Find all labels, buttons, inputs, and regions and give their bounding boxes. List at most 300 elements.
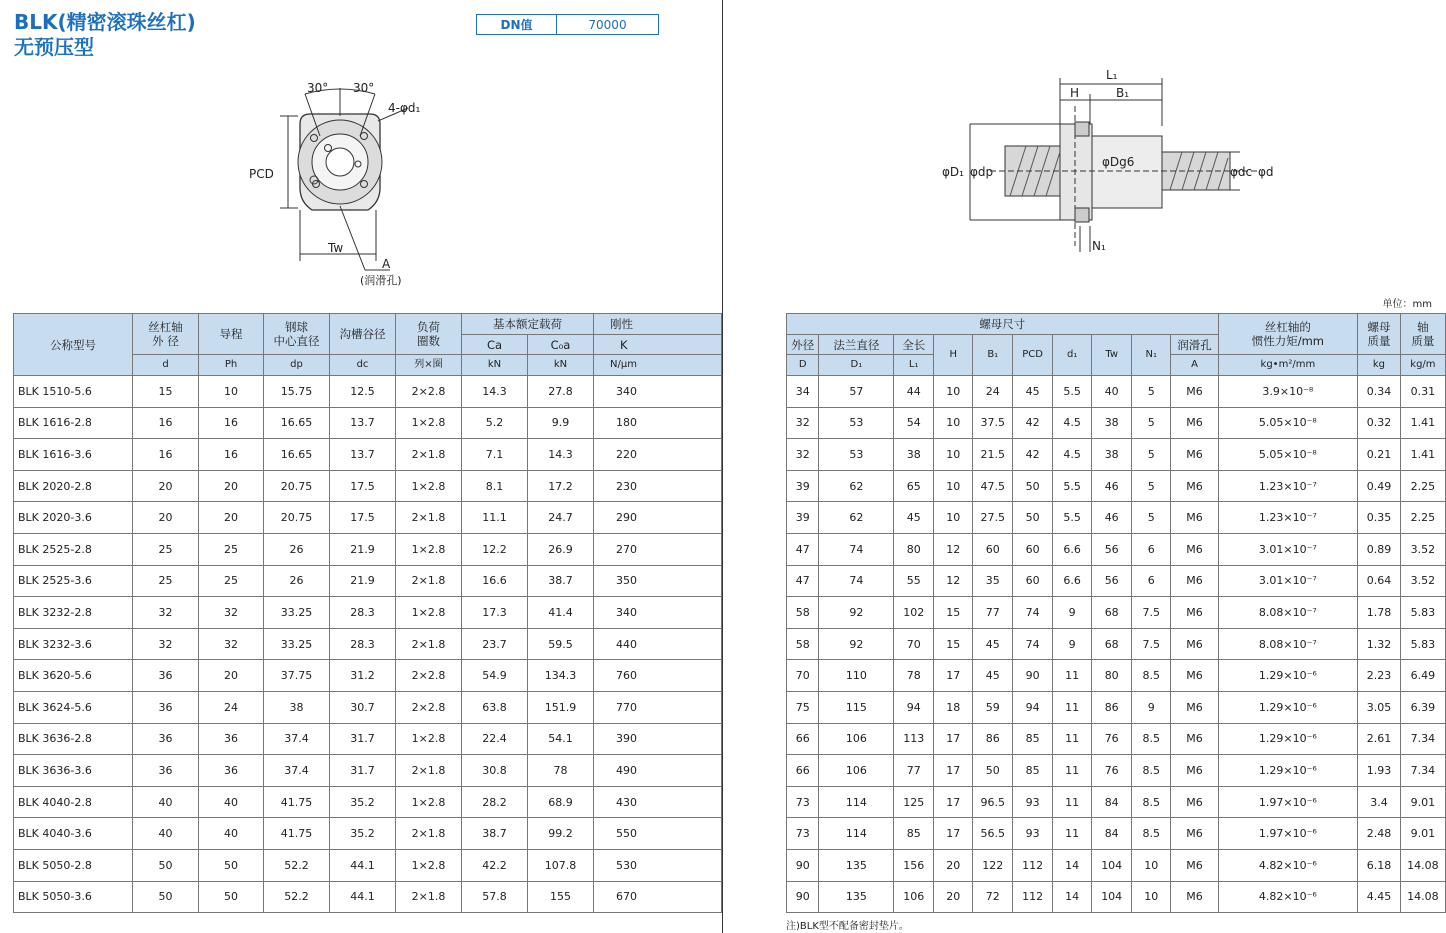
table-cell: 16: [133, 407, 199, 439]
tw-label: Tw: [328, 241, 344, 255]
table-cell: 20: [133, 470, 199, 502]
table-cell: 2.48: [1358, 818, 1401, 850]
table-cell: 44.1: [330, 849, 396, 881]
table-cell: 33.25: [264, 628, 330, 660]
table-cell: M6: [1171, 533, 1218, 565]
table-cell: 21.9: [330, 533, 396, 565]
table-cell: 32: [787, 439, 819, 471]
table-cell: 39: [787, 470, 819, 502]
table-cell: 50: [1013, 502, 1053, 534]
dc-label: φdc: [1230, 165, 1253, 179]
pcd-label: PCD: [249, 167, 274, 181]
table-row: [14, 533, 722, 565]
table-cell: 47.5: [973, 470, 1013, 502]
table-cell: 37.4: [264, 755, 330, 787]
model-cell: BLK 5050-2.8: [14, 849, 133, 881]
table-cell: 5.5: [1052, 470, 1091, 502]
table-cell: 12: [934, 565, 973, 597]
table-cell: 40: [1092, 376, 1132, 408]
table-cell: 20: [133, 502, 199, 534]
table-cell: 760: [594, 660, 722, 692]
table-cell: 14.3: [528, 439, 594, 471]
table-cell: 52.2: [264, 881, 330, 913]
table-cell: 28.3: [330, 597, 396, 629]
model-cell: BLK 3636-3.6: [14, 755, 133, 787]
table-cell: 1.78: [1358, 597, 1401, 629]
table-cell: 5: [1132, 470, 1171, 502]
table-cell: 8.5: [1132, 660, 1171, 692]
table-cell: 16: [199, 407, 264, 439]
table-cell: 350: [594, 565, 722, 597]
table-cell: 75: [787, 691, 819, 723]
table-cell: 107.8: [528, 849, 594, 881]
table-cell: 1×2.8: [396, 533, 462, 565]
hdr-lead-sym: Ph: [199, 355, 264, 376]
table-cell: 9.01: [1400, 818, 1445, 850]
table-cell: 14: [1052, 881, 1091, 913]
table-row: [787, 881, 1446, 913]
hdr-rigidity: 刚性: [594, 314, 722, 335]
a-note-label: (润滑孔): [360, 274, 402, 287]
unit-label: 单位：mm: [1382, 299, 1432, 310]
table-cell: 53: [819, 439, 894, 471]
table-cell: 12.5: [330, 376, 396, 408]
table-cell: 60: [1013, 533, 1053, 565]
table-cell: 25: [133, 533, 199, 565]
table-cell: 80: [894, 533, 934, 565]
table-cell: 50: [973, 755, 1013, 787]
table-cell: 42.2: [462, 849, 528, 881]
table-cell: M6: [1171, 597, 1218, 629]
table-cell: 440: [594, 628, 722, 660]
table-cell: 2.23: [1358, 660, 1401, 692]
table-cell: 85: [1013, 755, 1053, 787]
table-row: [787, 628, 1446, 660]
table-cell: 12: [934, 533, 973, 565]
table-cell: 550: [594, 818, 722, 850]
table-cell: 6: [1132, 533, 1171, 565]
title-line1: BLK(精密滚珠丝杠): [14, 10, 196, 34]
table-cell: 40: [199, 786, 264, 818]
hdr-flange: 法兰直径: [819, 335, 894, 355]
table-cell: 18: [934, 691, 973, 723]
table-row: [14, 691, 722, 723]
table-cell: 85: [894, 818, 934, 850]
model-cell: BLK 5050-3.6: [14, 881, 133, 913]
table-cell: 3.01×10⁻⁷: [1218, 565, 1357, 597]
table-cell: 1.97×10⁻⁶: [1218, 786, 1357, 818]
table-cell: 44.1: [330, 881, 396, 913]
table-cell: 3.01×10⁻⁷: [1218, 533, 1357, 565]
b1-label: B₁: [1116, 86, 1130, 100]
table-cell: 20: [934, 849, 973, 881]
table-cell: 1×2.8: [396, 786, 462, 818]
table-cell: 8.5: [1132, 723, 1171, 755]
table-cell: 37.5: [973, 407, 1013, 439]
hdr-lead: 导程: [199, 314, 264, 355]
a-label: A: [382, 257, 391, 271]
table-cell: 0.32: [1358, 407, 1401, 439]
table-cell: 27.8: [528, 376, 594, 408]
table-row: [787, 597, 1446, 629]
table-cell: 6.6: [1052, 565, 1091, 597]
table-cell: 3.52: [1400, 533, 1445, 565]
table-cell: 93: [1013, 786, 1053, 818]
table-cell: 74: [819, 565, 894, 597]
table-cell: 32: [787, 407, 819, 439]
model-cell: BLK 4040-2.8: [14, 786, 133, 818]
table-cell: 65: [894, 470, 934, 502]
table-cell: 25: [199, 565, 264, 597]
table-row: [787, 376, 1446, 408]
table-cell: 8.1: [462, 470, 528, 502]
table-cell: M6: [1171, 755, 1218, 787]
hdr-shaft-mass-unit: kg/m: [1400, 355, 1445, 376]
table-cell: 50: [199, 881, 264, 913]
front-view-drawing: [240, 76, 440, 296]
hdr-lube: 润滑孔: [1171, 335, 1218, 355]
table-cell: 21.9: [330, 565, 396, 597]
table-cell: 15: [934, 597, 973, 629]
table-row: [14, 628, 722, 660]
table-cell: 1.23×10⁻⁷: [1218, 470, 1357, 502]
table-cell: M6: [1171, 376, 1218, 408]
table-cell: 94: [1013, 691, 1053, 723]
table-cell: 59.5: [528, 628, 594, 660]
table-cell: 50: [133, 881, 199, 913]
table-cell: 430: [594, 786, 722, 818]
table-cell: 0.89: [1358, 533, 1401, 565]
table-cell: 290: [594, 502, 722, 534]
table-cell: 47: [787, 565, 819, 597]
table-cell: 42: [1013, 439, 1053, 471]
hdr-ca-unit: kN: [462, 355, 528, 376]
spec-table-left: [13, 313, 722, 913]
table-cell: 90: [1013, 660, 1053, 692]
table-cell: 35: [973, 565, 1013, 597]
table-cell: M6: [1171, 660, 1218, 692]
table-cell: 10: [1132, 881, 1171, 913]
table-cell: 114: [819, 786, 894, 818]
table-cell: 113: [894, 723, 934, 755]
table-cell: 24: [199, 691, 264, 723]
table-cell: 4.82×10⁻⁶: [1218, 849, 1357, 881]
table-cell: M6: [1171, 439, 1218, 471]
hdr-load: 基本额定载荷: [462, 314, 594, 335]
table-cell: 390: [594, 723, 722, 755]
table-cell: 122: [973, 849, 1013, 881]
table-cell: 10: [1132, 849, 1171, 881]
table-cell: 9: [1052, 628, 1091, 660]
hdr-length-sym: L₁: [894, 355, 934, 376]
table-cell: 11: [1052, 691, 1091, 723]
table-row: [787, 786, 1446, 818]
hdr-ball-pcd: 钢球 中心直径: [264, 314, 330, 355]
table-cell: 52.2: [264, 849, 330, 881]
table-cell: 45: [973, 628, 1013, 660]
table-cell: 36: [133, 660, 199, 692]
table-row: [14, 660, 722, 692]
table-cell: 11: [1052, 755, 1091, 787]
table-cell: 230: [594, 470, 722, 502]
table-cell: 78: [894, 660, 934, 692]
table-row: [787, 818, 1446, 850]
table-cell: 34: [787, 376, 819, 408]
table-cell: 1.29×10⁻⁶: [1218, 691, 1357, 723]
table-cell: 1×2.8: [396, 849, 462, 881]
table-cell: 2×1.8: [396, 439, 462, 471]
table-cell: 70: [894, 628, 934, 660]
table-cell: 4.82×10⁻⁶: [1218, 881, 1357, 913]
table-cell: 54: [894, 407, 934, 439]
hdr-rigidity-sym: K: [594, 335, 722, 355]
table-cell: 125: [894, 786, 934, 818]
table-cell: 17.2: [528, 470, 594, 502]
table-row: [787, 407, 1446, 439]
table-cell: 5.5: [1052, 502, 1091, 534]
model-cell: BLK 1510-5.6: [14, 376, 133, 408]
table-cell: 10: [199, 376, 264, 408]
hdr-tw: Tw: [1092, 335, 1132, 376]
table-cell: 36: [199, 723, 264, 755]
table-cell: M6: [1171, 849, 1218, 881]
table-cell: 340: [594, 597, 722, 629]
table-row: [787, 660, 1446, 692]
table-cell: 0.49: [1358, 470, 1401, 502]
table-cell: 102: [894, 597, 934, 629]
table-cell: 80: [1092, 660, 1132, 692]
table-cell: 92: [819, 597, 894, 629]
table-cell: 8.5: [1132, 786, 1171, 818]
table-cell: 106: [819, 723, 894, 755]
table-cell: 9.9: [528, 407, 594, 439]
table-cell: 6.49: [1400, 660, 1445, 692]
hdr-length: 全长: [894, 335, 934, 355]
table-cell: 490: [594, 755, 722, 787]
table-cell: 2.61: [1358, 723, 1401, 755]
table-cell: 3.52: [1400, 565, 1445, 597]
table-cell: 31.7: [330, 755, 396, 787]
table-cell: 14.08: [1400, 881, 1445, 913]
table-cell: 24.7: [528, 502, 594, 534]
holes-label: 4-φd₁: [388, 101, 421, 115]
table-cell: 68: [1092, 597, 1132, 629]
table-cell: 11: [1052, 660, 1091, 692]
table-cell: 1.29×10⁻⁶: [1218, 755, 1357, 787]
table-cell: 5: [1132, 502, 1171, 534]
table-cell: 23.7: [462, 628, 528, 660]
table-cell: 58: [787, 628, 819, 660]
table-cell: 2×1.8: [396, 628, 462, 660]
table-cell: 57.8: [462, 881, 528, 913]
table-cell: 1.93: [1358, 755, 1401, 787]
d-label: φd: [1258, 165, 1274, 179]
hdr-ca: Ca: [462, 335, 528, 355]
table-cell: 6.39: [1400, 691, 1445, 723]
table-cell: 5.83: [1400, 597, 1445, 629]
hdr-lube-sym: A: [1171, 355, 1218, 376]
table-cell: 11: [1052, 818, 1091, 850]
table-cell: 33.25: [264, 597, 330, 629]
table-cell: 38.7: [462, 818, 528, 850]
table-row: [14, 407, 722, 439]
table-cell: 10: [934, 470, 973, 502]
table-cell: 5.05×10⁻⁸: [1218, 407, 1357, 439]
table-cell: 106: [894, 881, 934, 913]
table-cell: 9: [1132, 691, 1171, 723]
table-cell: 37.75: [264, 660, 330, 692]
table-cell: 5: [1132, 439, 1171, 471]
table-cell: 114: [819, 818, 894, 850]
table-cell: 10: [934, 407, 973, 439]
table-row: [14, 818, 722, 850]
table-cell: 20: [934, 881, 973, 913]
table-cell: 62: [819, 470, 894, 502]
table-cell: 46: [1092, 470, 1132, 502]
table-cell: 32: [133, 597, 199, 629]
model-cell: BLK 2525-2.8: [14, 533, 133, 565]
hdr-inertia-unit: kg•m²/mm: [1218, 355, 1357, 376]
table-cell: 14.3: [462, 376, 528, 408]
model-cell: BLK 1616-2.8: [14, 407, 133, 439]
table-cell: 73: [787, 818, 819, 850]
table-cell: 180: [594, 407, 722, 439]
table-row: [14, 502, 722, 534]
table-row: [787, 691, 1446, 723]
table-cell: 35.2: [330, 818, 396, 850]
model-cell: BLK 3232-3.6: [14, 628, 133, 660]
table-cell: 20.75: [264, 502, 330, 534]
table-cell: M6: [1171, 628, 1218, 660]
table-cell: 7.34: [1400, 723, 1445, 755]
table-row: [14, 786, 722, 818]
table-cell: 1.97×10⁻⁶: [1218, 818, 1357, 850]
table-cell: 27.5: [973, 502, 1013, 534]
dp-label: φdp: [970, 165, 994, 179]
table-cell: 90: [787, 881, 819, 913]
table-cell: 13.7: [330, 439, 396, 471]
table-cell: 38: [1092, 439, 1132, 471]
table-cell: 10: [934, 439, 973, 471]
hdr-rigidity-unit: N/μm: [594, 355, 722, 376]
hdr-d1: d₁: [1052, 335, 1091, 376]
model-cell: BLK 3620-5.6: [14, 660, 133, 692]
table-cell: 68.9: [528, 786, 594, 818]
table-cell: 46: [1092, 502, 1132, 534]
table-cell: 24: [973, 376, 1013, 408]
table-cell: 36: [133, 723, 199, 755]
table-row: [14, 849, 722, 881]
table-cell: 93: [1013, 818, 1053, 850]
table-cell: 28.2: [462, 786, 528, 818]
table-cell: 10: [934, 502, 973, 534]
hdr-h: H: [934, 335, 973, 376]
model-cell: BLK 4040-3.6: [14, 818, 133, 850]
table-cell: 66: [787, 723, 819, 755]
table-cell: 59: [973, 691, 1013, 723]
table-cell: M6: [1171, 786, 1218, 818]
table-cell: 4.5: [1052, 407, 1091, 439]
table-cell: 135: [819, 881, 894, 913]
model-cell: BLK 2525-3.6: [14, 565, 133, 597]
hdr-c0a: C₀a: [528, 335, 594, 355]
h-label: H: [1070, 86, 1080, 100]
table-cell: 54.9: [462, 660, 528, 692]
table-cell: 85: [1013, 723, 1053, 755]
table-cell: 50: [133, 849, 199, 881]
table-cell: 50: [199, 849, 264, 881]
table-cell: 1.41: [1400, 439, 1445, 471]
hdr-ball-pcd-sym: dp: [264, 355, 330, 376]
table-cell: 72: [973, 881, 1013, 913]
table-cell: 62: [819, 502, 894, 534]
table-cell: 10: [934, 376, 973, 408]
model-cell: BLK 2020-3.6: [14, 502, 133, 534]
table-cell: 77: [894, 755, 934, 787]
table-cell: 2×1.8: [396, 502, 462, 534]
table-cell: 36: [133, 755, 199, 787]
table-cell: 2×2.8: [396, 691, 462, 723]
page-divider: [722, 0, 723, 933]
table-cell: 151.9: [528, 691, 594, 723]
table-cell: 77: [973, 597, 1013, 629]
model-cell: BLK 3624-5.6: [14, 691, 133, 723]
table-cell: 53: [819, 407, 894, 439]
table-cell: 9.01: [1400, 786, 1445, 818]
dn-value-box: [476, 14, 659, 35]
spec-table-left-body: [14, 376, 722, 913]
table-cell: 4.5: [1052, 439, 1091, 471]
table-cell: 6.6: [1052, 533, 1091, 565]
table-cell: 530: [594, 849, 722, 881]
table-cell: 5.5: [1052, 376, 1091, 408]
table-cell: 54.1: [528, 723, 594, 755]
table-cell: 110: [819, 660, 894, 692]
table-cell: 28.3: [330, 628, 396, 660]
table-cell: M6: [1171, 818, 1218, 850]
table-cell: 0.34: [1358, 376, 1401, 408]
table-cell: 16: [199, 439, 264, 471]
table-cell: 5.2: [462, 407, 528, 439]
table-cell: 5.05×10⁻⁸: [1218, 439, 1357, 471]
table-cell: 1×2.8: [396, 407, 462, 439]
table-cell: 94: [894, 691, 934, 723]
table-cell: 670: [594, 881, 722, 913]
table-row: [14, 723, 722, 755]
table-cell: 3.05: [1358, 691, 1401, 723]
table-cell: 15: [133, 376, 199, 408]
table-cell: 0.31: [1400, 376, 1445, 408]
table-cell: 39: [787, 502, 819, 534]
page-title: [14, 10, 196, 60]
table-cell: M6: [1171, 691, 1218, 723]
table-cell: 56: [1092, 565, 1132, 597]
table-cell: 2.25: [1400, 502, 1445, 534]
table-cell: 37.4: [264, 723, 330, 755]
n1-label: N₁: [1092, 239, 1106, 253]
table-cell: 50: [1013, 470, 1053, 502]
table-cell: 38.7: [528, 565, 594, 597]
table-cell: 0.35: [1358, 502, 1401, 534]
table-cell: 1.41: [1400, 407, 1445, 439]
dn-label: DN值: [477, 15, 557, 34]
table-cell: 17: [934, 786, 973, 818]
table-cell: 45: [973, 660, 1013, 692]
table-cell: 25: [199, 533, 264, 565]
angle2-label: 30°: [353, 81, 375, 95]
table-cell: 44: [894, 376, 934, 408]
table-cell: 47: [787, 533, 819, 565]
